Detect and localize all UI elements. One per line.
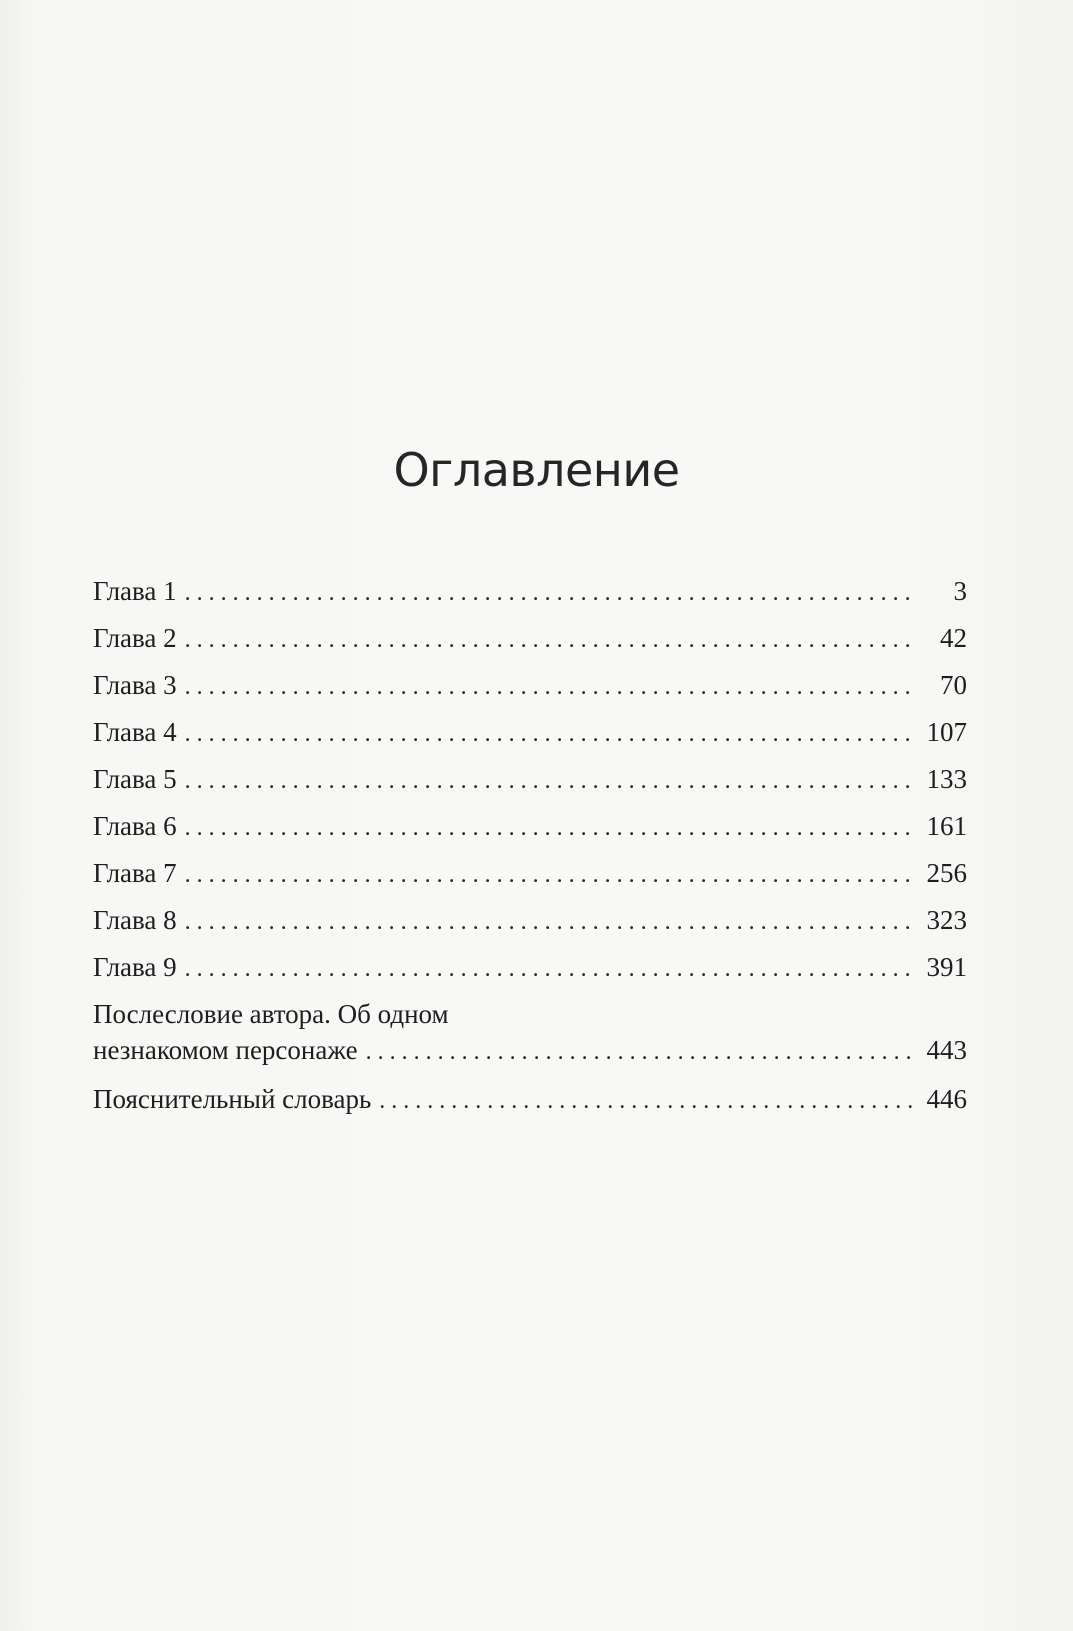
toc-entry-label-line-1: Послесловие автора. Об одном <box>93 999 449 1029</box>
toc-entry-label: Глава 7 <box>93 858 177 888</box>
dot-leader <box>379 1084 915 1118</box>
toc-entry-label-line-2: незнакомом персонаже <box>93 1035 358 1065</box>
toc-entry-chapter-5 <box>93 762 967 809</box>
toc-entry-label: Глава 3 <box>93 670 177 700</box>
toc-entry-label: Глава 4 <box>93 717 177 747</box>
toc-entry-page-number: 107 <box>926 717 967 747</box>
toc-entry-label: Глава 5 <box>93 764 177 794</box>
dot-leader <box>185 811 915 845</box>
toc-entry-page-number: 391 <box>926 952 967 982</box>
toc-entry-page-number: 323 <box>926 905 967 935</box>
dot-leader <box>185 952 915 986</box>
page-title: Оглавление <box>393 443 680 497</box>
dot-leader <box>366 1035 915 1069</box>
toc-entry-label: Глава 6 <box>93 811 177 841</box>
toc-entry-chapter-7 <box>93 856 967 903</box>
dot-leader <box>185 858 915 892</box>
toc-entry-page-number: 3 <box>953 576 967 606</box>
dot-leader <box>185 717 915 751</box>
toc-entry-label: Пояснительный словарь <box>93 1084 372 1114</box>
toc-entry-page-number: 256 <box>926 858 967 888</box>
toc-entry-chapter-2 <box>93 621 967 668</box>
toc-entry-line-2 <box>93 1033 967 1080</box>
dot-leader <box>185 905 915 939</box>
toc-entry-page-number: 446 <box>926 1084 967 1114</box>
toc-entry-page-number: 70 <box>940 670 967 700</box>
dot-leader <box>185 764 915 798</box>
toc-entry-chapter-9 <box>93 950 967 997</box>
toc-entry-chapter-8 <box>93 903 967 950</box>
toc-entry-page-number: 133 <box>926 764 967 794</box>
toc-entry-label: Глава 2 <box>93 623 177 653</box>
toc-entry-page-number: 42 <box>940 623 967 653</box>
dot-leader <box>185 623 915 657</box>
toc-entry-chapter-4 <box>93 715 967 762</box>
table-of-contents <box>93 574 967 1129</box>
dot-leader <box>185 576 915 610</box>
toc-entry-chapter-6 <box>93 809 967 856</box>
toc-entry-afterword <box>93 997 967 1082</box>
toc-entry-label: Глава 9 <box>93 952 177 982</box>
toc-entry-page-number: 161 <box>926 811 967 841</box>
toc-entry-chapter-1 <box>93 574 967 621</box>
toc-entry-glossary <box>93 1082 967 1129</box>
toc-entry-chapter-3 <box>93 668 967 715</box>
toc-entry-label: Глава 1 <box>93 576 177 606</box>
toc-entry-page-number: 443 <box>926 1035 967 1065</box>
dot-leader <box>185 670 915 704</box>
toc-entry-label: Глава 8 <box>93 905 177 935</box>
